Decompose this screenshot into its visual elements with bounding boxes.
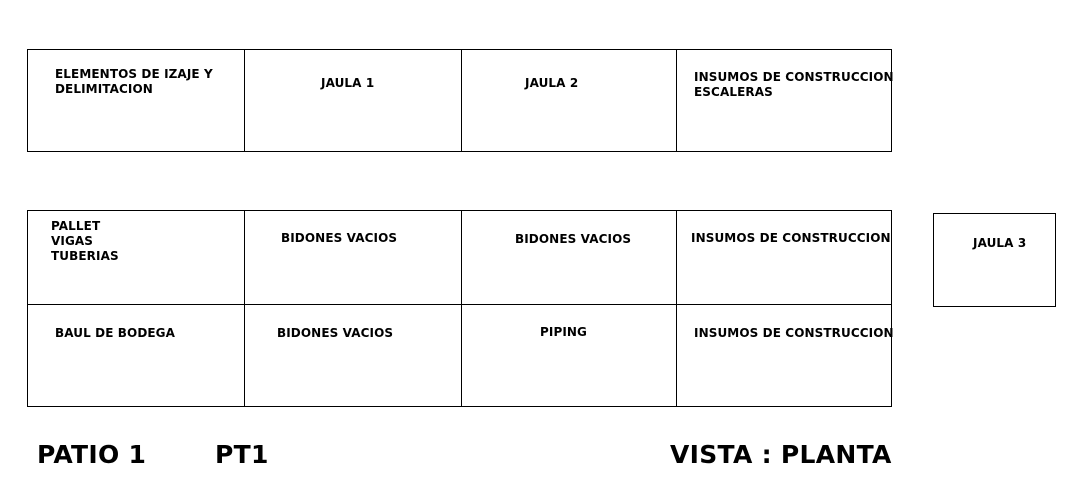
label-line: PIPING xyxy=(540,325,588,339)
label-jaula-2 xyxy=(525,76,578,91)
label-line: INSUMOS DE CONSTRUCCION xyxy=(691,231,891,245)
label-line: ELEMENTOS DE IZAJE Y xyxy=(55,67,213,81)
label-piping xyxy=(540,325,587,340)
zone-piping xyxy=(462,305,677,407)
label-baul-bodega xyxy=(55,326,175,341)
zone-bidones-vacios-a xyxy=(245,211,462,305)
patio-title: PATIO 1 xyxy=(37,440,147,469)
zone-elementos-izaje xyxy=(28,50,245,152)
label-elementos-izaje xyxy=(55,67,213,97)
label-insumos-construccion-b xyxy=(694,326,894,341)
label-line: BAUL DE BODEGA xyxy=(55,326,176,340)
label-line: JAULA 3 xyxy=(973,236,1027,250)
label-line: ESCALERAS xyxy=(694,85,773,99)
label-bidones-vacios-a xyxy=(281,231,397,246)
zone-baul-bodega xyxy=(28,305,245,407)
label-line: BIDONES VACIOS xyxy=(515,232,632,246)
label-pallet-vigas-tuberias xyxy=(51,219,119,264)
label-bidones-vacios-c xyxy=(277,326,393,341)
zone-jaula-2 xyxy=(462,50,677,152)
label-line: PALLET xyxy=(51,219,101,233)
zone-bidones-vacios-b xyxy=(462,211,677,305)
label-insumos-escaleras xyxy=(694,70,894,100)
label-line: JAULA 1 xyxy=(321,76,375,90)
zone-jaula-1 xyxy=(245,50,462,152)
label-line: BIDONES VACIOS xyxy=(277,326,394,340)
label-line: INSUMOS DE CONSTRUCCION xyxy=(694,70,894,84)
label-jaula-1 xyxy=(321,76,374,91)
patio-code: PT1 xyxy=(215,440,269,469)
zone-bidones-vacios-c xyxy=(245,305,462,407)
label-line: JAULA 2 xyxy=(525,76,579,90)
zone-insumos-construccion-a xyxy=(677,211,892,305)
label-line: BIDONES VACIOS xyxy=(281,231,398,245)
label-line: TUBERIAS xyxy=(51,249,119,263)
top-row-grid xyxy=(27,49,892,152)
label-line: VIGAS xyxy=(51,234,94,248)
zone-insumos-escaleras xyxy=(677,50,892,152)
label-line: DELIMITACION xyxy=(55,82,153,96)
label-insumos-construccion-a xyxy=(691,231,891,246)
zone-insumos-construccion-b xyxy=(677,305,892,407)
label-bidones-vacios-b xyxy=(515,232,631,247)
label-jaula-3 xyxy=(973,236,1026,251)
label-line: INSUMOS DE CONSTRUCCION xyxy=(694,326,894,340)
view-label: VISTA : PLANTA xyxy=(670,440,892,469)
zone-jaula-3 xyxy=(933,213,1056,307)
